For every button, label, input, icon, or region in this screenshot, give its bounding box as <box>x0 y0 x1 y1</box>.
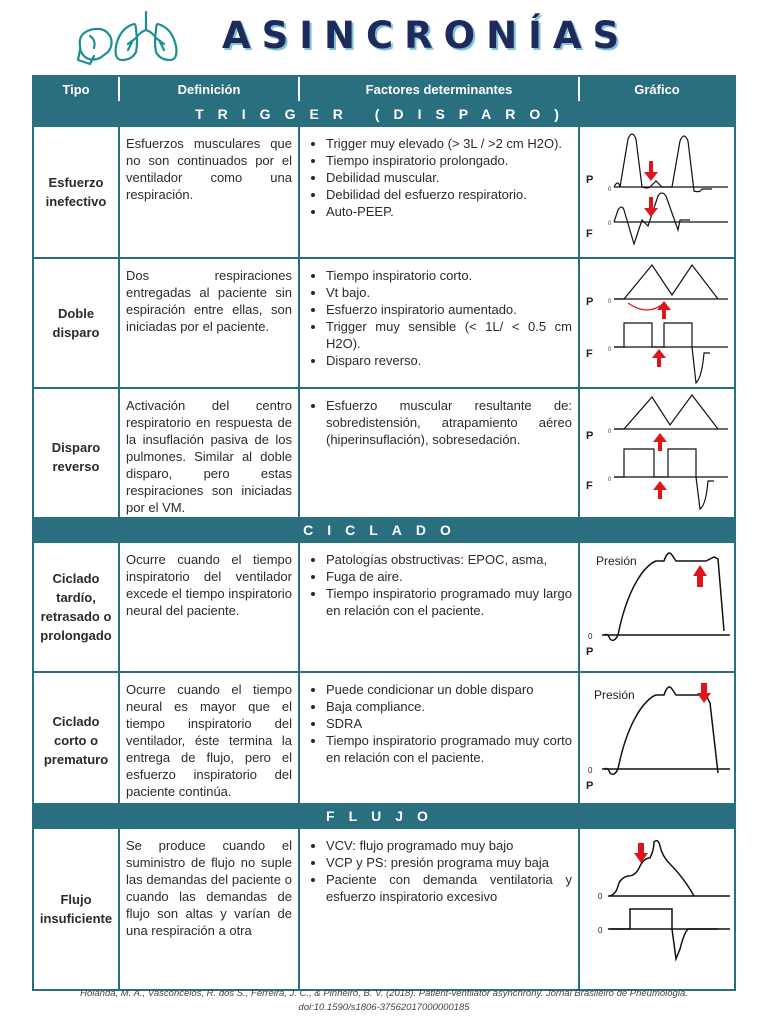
factor-item: • Trigger muy elevado (> 3L / >2 cm H2O). <box>326 135 572 152</box>
table-row-doble-disparo <box>34 257 734 387</box>
late-cycling-waveform <box>580 543 734 669</box>
label-presion: Presión <box>596 554 637 568</box>
label-zero: 0 <box>608 477 612 483</box>
factor-item: • Baja compliance. <box>326 698 572 715</box>
row-factores <box>300 389 580 524</box>
factor-item: • Debilidad del esfuerzo respiratorio. <box>326 186 572 203</box>
row-grafico <box>580 389 734 524</box>
table-row-flujo-insuficiente <box>34 827 734 989</box>
section-ciclado: CICLADO <box>34 517 734 541</box>
row-factores <box>300 673 580 808</box>
page-title: ASINCRONÍAS <box>222 14 631 57</box>
factor-item: • Disparo reverso. <box>326 352 572 369</box>
row-tipo: Disparo reverso <box>34 389 120 524</box>
label-p: P <box>586 296 594 308</box>
label-p: P <box>586 174 594 186</box>
label-f: F <box>586 228 593 240</box>
premature-cycling-waveform <box>580 673 734 801</box>
reverse-trigger-waveform <box>580 389 734 515</box>
row-tipo: Ciclado corto o prematuro <box>34 673 120 808</box>
factor-item: • Patologías obstructivas: EPOC, asma, <box>326 551 572 568</box>
row-grafico <box>580 829 734 989</box>
factor-item: • Esfuerzo inspiratorio aumentado. <box>326 301 572 318</box>
row-tipo: Esfuerzo inefectivo <box>34 127 120 257</box>
row-definicion: Esfuerzos musculares que no son continuados por el ventilador como una respiración. <box>120 127 300 257</box>
row-definicion: Ocurre cuando el tiempo inspiratorio del ventilador excede el tiempo inspiratorio neural del paciente. <box>120 543 300 671</box>
factor-item: • Vt bajo. <box>326 284 572 301</box>
label-zero: 0 <box>608 299 612 305</box>
header-tipo: Tipo <box>34 77 120 101</box>
factor-item: • VCV: flujo programado muy bajo <box>326 837 572 854</box>
table-row-ciclado-tardio <box>34 541 734 671</box>
factor-item: • Tiempo inspiratorio programado muy largo en relación con el paciente. <box>326 585 572 619</box>
header-definicion: Definición <box>120 77 300 101</box>
red-arrow-down-icon <box>644 197 658 217</box>
table-header <box>34 77 734 101</box>
red-arrow-down-icon <box>634 843 648 863</box>
row-grafico <box>580 673 734 808</box>
red-arrow-down-icon <box>644 161 658 181</box>
row-grafico <box>580 259 734 387</box>
row-factores <box>300 259 580 387</box>
factor-item: • Tiempo inspiratorio programado muy corto en relación con el paciente. <box>326 732 572 766</box>
ineffective-effort-waveform <box>580 127 734 255</box>
red-arrow-up-icon <box>657 301 671 319</box>
row-definicion: Ocurre cuando el tiempo neural es mayor que el tiempo inspiratorio del ventilador, éste termina la entrega de flujo, pero el esfuerzo inspiratorio del paciente continúa. <box>120 673 300 808</box>
factor-item: • Puede condicionar un doble disparo <box>326 681 572 698</box>
row-tipo: Flujo insuficiente <box>34 829 120 989</box>
row-tipo: Ciclado tardío, retrasado o prolongado <box>34 543 120 671</box>
label-p: P <box>586 646 594 658</box>
table-row-disparo-reverso <box>34 387 734 517</box>
double-trigger-waveform <box>580 259 734 385</box>
label-zero: 0 <box>608 221 612 227</box>
table-row-ciclado-corto <box>34 671 734 803</box>
asynchrony-table <box>32 75 736 991</box>
red-arrow-up-icon <box>652 349 666 367</box>
citation-reference: Holanda, M. A., Vasconcelos, R. dos S., Ferreira, J. C., & Pinheiro, B. V. (2018). Patient-ventilator asynchrony. Jornal Brasileiro de Pneumologia. <box>80 988 688 999</box>
label-zero: 0 <box>598 892 603 901</box>
label-p: P <box>586 780 594 792</box>
label-zero: 0 <box>608 347 612 353</box>
factor-item: • Paciente con demanda ventilatoria y esfuerzo inspiratorio excesivo <box>326 871 572 905</box>
header-factores: Factores determinantes <box>300 77 580 101</box>
header <box>0 0 768 72</box>
header-grafico: Gráfico <box>634 81 680 97</box>
factor-item: • Tiempo inspiratorio corto. <box>326 267 572 284</box>
row-grafico <box>580 127 734 257</box>
table-row-esfuerzo-inefectivo <box>34 125 734 257</box>
factor-item: • Trigger muy sensible (< 1L/ < 0.5 cm H2O). <box>326 318 572 352</box>
factor-item: • SDRA <box>326 715 572 732</box>
row-tipo: Doble disparo <box>34 259 120 387</box>
citation-doi: doi:10.1590/s1806-37562017000000185 <box>298 1002 470 1013</box>
flow-starvation-waveform <box>580 829 734 987</box>
label-presion: Presión <box>594 688 635 702</box>
label-p: P <box>586 430 594 442</box>
red-arrow-up-icon <box>693 565 707 587</box>
factor-item: • Debilidad muscular. <box>326 169 572 186</box>
factor-item: • Tiempo inspiratorio prolongado. <box>326 152 572 169</box>
citation <box>0 987 768 1015</box>
row-factores <box>300 829 580 989</box>
factor-item: • VCP y PS: presión programa muy baja <box>326 854 572 871</box>
row-definicion: Se produce cuando el suministro de flujo no suple las demandas del paciente o cuando las demandas de flujo son altas y varían de una respiración a otra <box>120 829 300 989</box>
label-f: F <box>586 348 593 360</box>
red-arrow-up-icon <box>653 433 667 451</box>
section-flujo: FLUJO <box>34 803 734 827</box>
label-f: F <box>586 480 593 492</box>
label-zero: 0 <box>588 632 593 641</box>
factor-item: • Esfuerzo muscular resultante de: sobredistensión, atrapamiento aéreo (hiperinsuflación), sobresedación. <box>326 397 572 448</box>
row-factores <box>300 127 580 257</box>
row-definicion: Dos respiraciones entregadas al paciente sin espiración entre ellas, son iniciadas por el paciente. <box>120 259 300 387</box>
label-zero: 0 <box>598 926 603 935</box>
label-zero: 0 <box>588 766 593 775</box>
factor-item: • Fuga de aire. <box>326 568 572 585</box>
label-zero: 0 <box>608 429 612 435</box>
row-factores <box>300 543 580 671</box>
label-zero: 0 <box>608 187 612 193</box>
factor-item: • Auto-PEEP. <box>326 203 572 220</box>
section-trigger: TRIGGER (DISPARO) <box>34 101 734 125</box>
lungs-logo-icon <box>76 6 196 68</box>
row-definicion: Activación del centro respiratorio en respuesta de la insuflación pasiva de los pulmones. Similar al doble disparo, pero estas respiraciones son iniciadas por el VM. <box>120 389 300 524</box>
row-grafico <box>580 543 734 671</box>
red-arrow-up-icon <box>653 481 667 499</box>
